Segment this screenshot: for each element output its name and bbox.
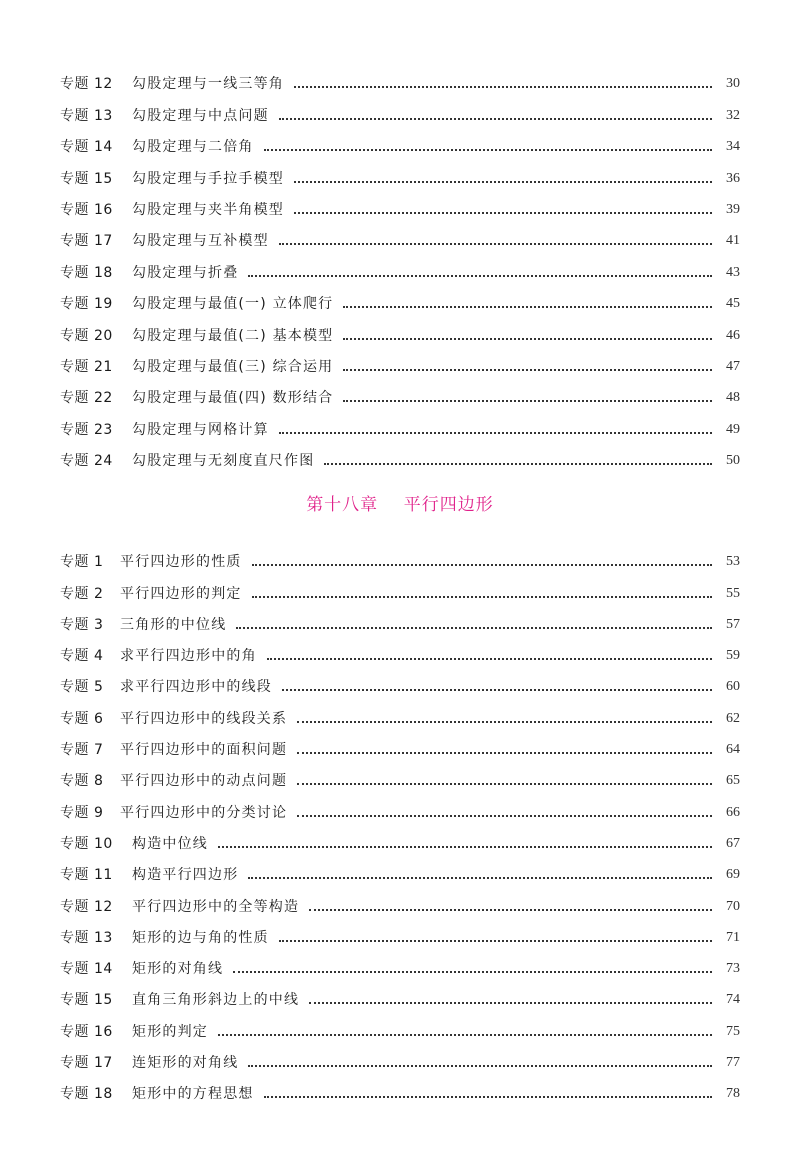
entry-title: 勾股定理与夹半角模型 [132, 201, 284, 218]
entry-label: 专题 18 [60, 264, 113, 281]
toc-entry[interactable] [60, 540, 740, 571]
dot-leader [279, 118, 712, 120]
dot-leader [279, 432, 712, 434]
entry-title: 平行四边形的判定 [120, 585, 242, 602]
entry-page-number: 55 [726, 585, 740, 601]
entry-title: 求平行四边形中的角 [120, 648, 257, 665]
entry-label: 专题 13 [60, 107, 113, 124]
entry-title: 勾股定理与一线三等角 [132, 76, 284, 93]
entry-title: 平行四边形的性质 [120, 554, 242, 571]
entry-label: 专题 8 [60, 773, 104, 790]
entry-page-number: 71 [726, 929, 740, 945]
dot-leader [294, 181, 712, 183]
entry-page-number: 69 [726, 867, 740, 883]
entry-label: 专题 2 [60, 585, 104, 602]
toc-entry[interactable] [60, 282, 740, 313]
toc-entry[interactable] [60, 345, 740, 376]
entry-title: 求平行四边形中的线段 [120, 679, 272, 696]
toc-section-pythagorean [60, 62, 740, 470]
dot-leader [248, 275, 712, 277]
entry-title: 连矩形的对角线 [132, 1055, 239, 1072]
toc-section-parallelogram [60, 540, 740, 1103]
dot-leader [279, 940, 712, 942]
entry-title: 勾股定理与互补模型 [132, 233, 269, 250]
toc-entry[interactable] [60, 822, 740, 853]
entry-label: 专题 23 [60, 421, 113, 438]
entry-label: 专题 22 [60, 390, 113, 407]
dot-leader [248, 1065, 712, 1067]
entry-title: 矩形的边与角的性质 [132, 929, 269, 946]
chapter-heading: 第十八章 平行四边形 [306, 495, 494, 515]
dot-leader [233, 971, 712, 973]
entry-page-number: 74 [726, 992, 740, 1008]
entry-page-number: 50 [726, 453, 740, 469]
entry-page-number: 73 [726, 961, 740, 977]
toc-entry[interactable] [60, 1041, 740, 1072]
entry-title: 平行四边形中的分类讨论 [120, 804, 288, 821]
entry-page-number: 46 [726, 327, 740, 343]
entry-page-number: 39 [726, 201, 740, 217]
dot-leader [248, 877, 712, 879]
dot-leader [343, 400, 712, 402]
toc-entry[interactable] [60, 916, 740, 947]
entry-title: 勾股定理与中点问题 [132, 107, 269, 124]
entry-page-number: 62 [726, 710, 740, 726]
entry-page-number: 70 [726, 898, 740, 914]
entry-title: 矩形的对角线 [132, 961, 224, 978]
toc-entry[interactable] [60, 439, 740, 470]
entry-label: 专题 17 [60, 233, 113, 250]
dot-leader [309, 1002, 712, 1004]
entry-label: 专题 16 [60, 1023, 113, 1040]
entry-title: 三角形的中位线 [120, 616, 227, 633]
toc-entry[interactable] [60, 665, 740, 696]
entry-label: 专题 18 [60, 1086, 113, 1103]
entry-page-number: 32 [726, 107, 740, 123]
dot-leader [297, 783, 712, 785]
toc-entry[interactable] [60, 978, 740, 1009]
toc-entry[interactable] [60, 884, 740, 915]
toc-entry[interactable] [60, 219, 740, 250]
entry-title: 勾股定理与最值(二) 基本模型 [132, 327, 334, 344]
entry-label: 专题 16 [60, 201, 113, 218]
entry-title: 勾股定理与二倍角 [132, 139, 254, 156]
entry-page-number: 67 [726, 835, 740, 851]
entry-title: 勾股定理与最值(一) 立体爬行 [132, 296, 334, 313]
entry-title: 勾股定理与网格计算 [132, 421, 269, 438]
toc-entry[interactable] [60, 1009, 740, 1040]
dot-leader [297, 752, 712, 754]
entry-label: 专题 14 [60, 961, 113, 978]
toc-entry[interactable] [60, 696, 740, 727]
entry-page-number: 64 [726, 742, 740, 758]
dot-leader [267, 658, 712, 660]
entry-label: 专题 6 [60, 710, 104, 727]
entry-label: 专题 15 [60, 170, 113, 187]
dot-leader [264, 149, 712, 151]
dot-leader [309, 909, 712, 911]
toc-entry[interactable] [60, 603, 740, 634]
dot-leader [324, 463, 712, 465]
entry-label: 专题 4 [60, 648, 104, 665]
entry-label: 专题 14 [60, 139, 113, 156]
entry-label: 专题 5 [60, 679, 104, 696]
entry-label: 专题 3 [60, 616, 104, 633]
entry-label: 专题 12 [60, 898, 113, 915]
toc-entry[interactable] [60, 250, 740, 281]
toc-entry[interactable] [60, 62, 740, 93]
dot-leader [236, 627, 712, 629]
entry-label: 专题 13 [60, 929, 113, 946]
entry-title: 勾股定理与无刻度直尺作图 [132, 453, 315, 470]
entry-label: 专题 1 [60, 554, 104, 571]
toc-entry[interactable] [60, 947, 740, 978]
entry-page-number: 45 [726, 296, 740, 312]
entry-page-number: 59 [726, 648, 740, 664]
entry-page-number: 49 [726, 421, 740, 437]
dot-leader [218, 1034, 712, 1036]
entry-title: 矩形的判定 [132, 1023, 208, 1040]
entry-page-number: 36 [726, 170, 740, 186]
dot-leader [282, 689, 712, 691]
dot-leader [343, 369, 712, 371]
dot-leader [297, 815, 712, 817]
entry-title: 勾股定理与最值(三) 综合运用 [132, 358, 334, 375]
entry-title: 构造中位线 [132, 835, 208, 852]
entry-title: 勾股定理与最值(四) 数形结合 [132, 390, 334, 407]
toc-entry[interactable] [60, 313, 740, 344]
entry-label: 专题 10 [60, 835, 113, 852]
entry-title: 直角三角形斜边上的中线 [132, 992, 300, 1009]
toc-entry[interactable] [60, 93, 740, 124]
entry-page-number: 78 [726, 1086, 740, 1102]
entry-label: 专题 21 [60, 358, 113, 375]
entry-page-number: 47 [726, 358, 740, 374]
entry-label: 专题 9 [60, 804, 104, 821]
dot-leader [252, 564, 712, 566]
toc-entry[interactable] [60, 759, 740, 790]
entry-title: 矩形中的方程思想 [132, 1086, 254, 1103]
entry-title: 平行四边形中的动点问题 [120, 773, 288, 790]
entry-page-number: 34 [726, 139, 740, 155]
entry-page-number: 65 [726, 773, 740, 789]
dot-leader [279, 243, 712, 245]
dot-leader [218, 846, 712, 848]
entry-label: 专题 15 [60, 992, 113, 1009]
entry-page-number: 60 [726, 679, 740, 695]
toc-entry[interactable] [60, 790, 740, 821]
dot-leader [294, 212, 712, 214]
entry-page-number: 30 [726, 76, 740, 92]
entry-page-number: 48 [726, 390, 740, 406]
entry-page-number: 66 [726, 804, 740, 820]
dot-leader [343, 338, 712, 340]
toc-entry[interactable] [60, 571, 740, 602]
entry-title: 平行四边形中的面积问题 [120, 742, 288, 759]
entry-label: 专题 12 [60, 76, 113, 93]
toc-entry[interactable] [60, 1072, 740, 1103]
entry-title: 勾股定理与手拉手模型 [132, 170, 284, 187]
dot-leader [294, 86, 712, 88]
entry-label: 专题 7 [60, 742, 104, 759]
entry-page-number: 53 [726, 554, 740, 570]
entry-page-number: 77 [726, 1055, 740, 1071]
toc-entry[interactable] [60, 125, 740, 156]
entry-title: 平行四边形中的线段关系 [120, 710, 288, 727]
toc-entry[interactable] [60, 407, 740, 438]
dot-leader [264, 1096, 712, 1098]
dot-leader [297, 721, 712, 723]
toc-entry[interactable] [60, 188, 740, 219]
entry-page-number: 43 [726, 264, 740, 280]
dot-leader [343, 306, 712, 308]
toc-entry[interactable] [60, 156, 740, 187]
entry-page-number: 75 [726, 1023, 740, 1039]
toc-entry[interactable] [60, 728, 740, 759]
toc-entry[interactable] [60, 853, 740, 884]
entry-label: 专题 17 [60, 1055, 113, 1072]
entry-label: 专题 24 [60, 453, 113, 470]
dot-leader [252, 596, 712, 598]
entry-label: 专题 20 [60, 327, 113, 344]
toc-entry[interactable] [60, 376, 740, 407]
entry-label: 专题 11 [60, 867, 113, 884]
entry-page-number: 41 [726, 233, 740, 249]
toc-entry[interactable] [60, 634, 740, 665]
entry-title: 勾股定理与折叠 [132, 264, 239, 281]
entry-page-number: 57 [726, 616, 740, 632]
entry-label: 专题 19 [60, 296, 113, 313]
entry-title: 平行四边形中的全等构造 [132, 898, 300, 915]
entry-title: 构造平行四边形 [132, 867, 239, 884]
